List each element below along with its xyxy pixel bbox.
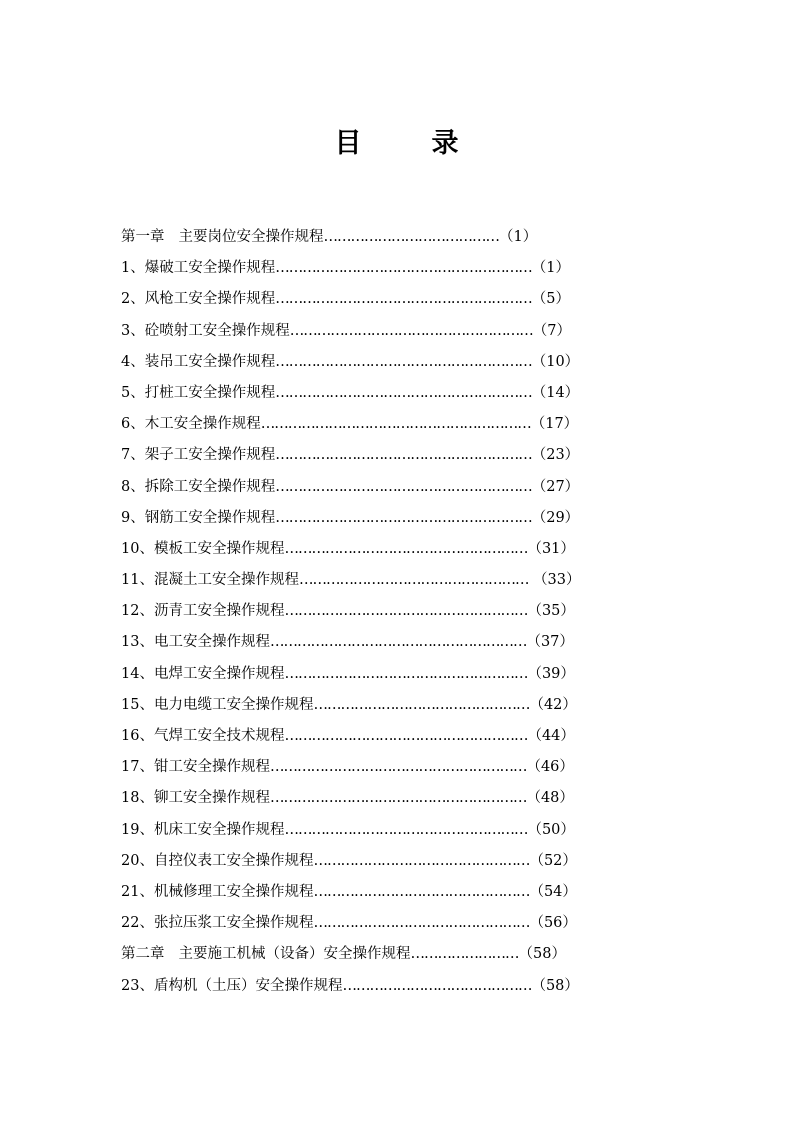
toc-entry[interactable] <box>121 378 641 409</box>
toc-leader-dots: ………………………………………………… <box>275 447 532 464</box>
toc-leader-dots: ……………………………………………… <box>284 665 528 682</box>
toc-page-number: （10） <box>531 353 580 370</box>
toc-leader-dots: ………………………………………… <box>313 852 530 869</box>
toc-leader-dots: …………………………………………………… <box>260 416 531 433</box>
toc-entry[interactable] <box>121 971 641 1002</box>
table-of-contents <box>121 222 641 1002</box>
toc-entry-title: 15、电力电缆工安全操作规程 <box>121 696 314 713</box>
toc-page-number: （50） <box>527 821 575 838</box>
toc-entry-title: 8、拆除工安全操作规程 <box>121 478 276 495</box>
toc-page-number: （35） <box>527 603 575 620</box>
toc-entry-title: 19、机床工安全操作规程 <box>121 821 285 838</box>
toc-entry[interactable] <box>121 783 641 814</box>
toc-entry-title: 9、钢筋工安全操作规程 <box>121 509 276 526</box>
toc-page-number: （23） <box>531 447 580 464</box>
toc-entry-title: 16、气焊工安全技术规程 <box>121 728 285 744</box>
toc-entry[interactable] <box>121 316 641 347</box>
toc-entry-title: 11、混凝土工安全操作规程 <box>121 572 299 589</box>
toc-leader-dots: ………………………………………………… <box>275 291 532 308</box>
toc-page-number: （1） <box>531 260 570 277</box>
toc-entry-title: 10、模板工安全操作规程 <box>121 540 285 557</box>
toc-leader-dots: ………………………………………………… <box>275 509 532 526</box>
toc-entry-title: 6、木工安全操作规程 <box>121 416 261 433</box>
toc-chapter-prefix: 第二章 <box>121 946 165 963</box>
toc-page-number: （5） <box>531 291 570 308</box>
toc-page-number: （56） <box>529 915 577 932</box>
toc-entry-title: 主要岗位安全操作规程 <box>178 229 324 245</box>
title-char-2: 录 <box>431 128 459 159</box>
toc-entry-title: 23、盾构机（土压）安全操作规程 <box>121 977 343 994</box>
toc-page-number: （58） <box>531 977 579 994</box>
toc-page-number: （37） <box>526 634 574 651</box>
toc-page-number: （17） <box>530 416 579 433</box>
toc-entry[interactable] <box>121 815 641 846</box>
toc-entry[interactable] <box>121 503 641 534</box>
toc-leader-dots: …………………… <box>410 946 519 963</box>
toc-entry[interactable] <box>121 253 641 284</box>
toc-leader-dots: ………………………………………………… <box>275 353 532 370</box>
toc-entry-title: 20、自控仪表工安全操作规程 <box>121 852 314 869</box>
toc-entry[interactable] <box>121 472 641 503</box>
toc-page-number: （1） <box>499 229 538 245</box>
toc-entry-title: 3、砼喷射工安全操作规程 <box>121 322 290 339</box>
toc-entry[interactable] <box>121 347 641 378</box>
toc-page-number: （39） <box>527 665 575 682</box>
toc-leader-dots: ………………………………………… <box>313 696 530 713</box>
toc-page-number: （44） <box>527 728 575 744</box>
toc-page-number: （29） <box>531 509 580 526</box>
toc-leader-dots: ……………………………………………… <box>284 728 528 744</box>
toc-entry[interactable] <box>121 752 641 783</box>
toc-leader-dots: ………………………………………………… <box>275 260 532 277</box>
toc-entry[interactable] <box>121 690 641 721</box>
toc-page-number: （14） <box>531 384 580 401</box>
toc-leader-dots: ………………………………………………… <box>269 759 527 776</box>
toc-leader-dots: …………………………………………… <box>298 572 529 589</box>
toc-entry[interactable] <box>121 534 641 565</box>
toc-entry[interactable] <box>121 659 641 690</box>
toc-entry[interactable] <box>121 627 641 658</box>
toc-entry-title: 17、钳工安全操作规程 <box>121 759 270 776</box>
toc-entry[interactable] <box>121 284 641 315</box>
toc-page-number: （48） <box>526 790 574 807</box>
toc-entry-title: 5、打桩工安全操作规程 <box>121 384 276 401</box>
toc-leader-dots: …………………………………… <box>342 977 532 994</box>
toc-entry[interactable] <box>121 596 641 627</box>
toc-entry-title: 7、架子工安全操作规程 <box>121 447 276 464</box>
toc-leader-dots: ………………………………………………… <box>275 384 532 401</box>
toc-leader-dots: ……………………………………………… <box>284 821 528 838</box>
toc-entry[interactable] <box>121 440 641 471</box>
toc-entry-title: 12、沥青工安全操作规程 <box>121 603 285 620</box>
toc-entry[interactable] <box>121 222 641 253</box>
page-title <box>0 124 793 164</box>
toc-entry-title: 2、风枪工安全操作规程 <box>121 291 276 308</box>
toc-entry[interactable] <box>121 721 641 752</box>
toc-entry-title: 18、铆工安全操作规程 <box>121 790 270 807</box>
toc-page-number: （42） <box>529 696 577 713</box>
toc-entry[interactable] <box>121 565 641 596</box>
toc-leader-dots: ……………………………………………… <box>284 540 528 557</box>
toc-leader-dots: ………………………………………………… <box>275 478 532 495</box>
toc-entry-title: 13、电工安全操作规程 <box>121 634 270 651</box>
toc-leader-dots: ……………………………………………… <box>289 322 533 339</box>
toc-entry-title: 21、机械修理工安全操作规程 <box>121 883 314 900</box>
toc-page-number: （7） <box>532 322 571 339</box>
toc-entry-title: 22、张拉压浆工安全操作规程 <box>121 915 314 932</box>
toc-leader-dots: ……………………………………………… <box>284 603 528 620</box>
toc-entry-title: 4、装吊工安全操作规程 <box>121 353 276 370</box>
toc-entry-title: 14、电焊工安全操作规程 <box>121 665 285 682</box>
toc-page-number: （31） <box>527 540 575 557</box>
toc-page-number: （46） <box>526 759 574 776</box>
toc-page-number: （33） <box>528 572 581 589</box>
toc-entry-title: 主要施工机械（设备）安全操作规程 <box>178 946 411 963</box>
toc-leader-dots: ………………………………………………… <box>269 634 527 651</box>
toc-entry[interactable] <box>121 877 641 908</box>
toc-entry[interactable] <box>121 846 641 877</box>
toc-leader-dots: ………………………………………………… <box>269 790 527 807</box>
toc-page-number: （27） <box>531 478 580 495</box>
title-char-1: 目 <box>334 128 362 159</box>
toc-page-number: （58） <box>518 946 566 963</box>
toc-leader-dots: ………………………………………… <box>313 883 530 900</box>
toc-entry[interactable] <box>121 939 641 970</box>
toc-page-number: （54） <box>529 883 577 900</box>
toc-leader-dots: ………………………………… <box>323 229 499 245</box>
toc-entry-title: 1、爆破工安全操作规程 <box>121 260 276 277</box>
toc-leader-dots: ………………………………………… <box>313 915 530 932</box>
toc-page-number: （52） <box>529 852 577 869</box>
toc-entry[interactable] <box>121 908 641 939</box>
toc-entry[interactable] <box>121 409 641 440</box>
toc-chapter-prefix: 第一章 <box>121 229 165 245</box>
